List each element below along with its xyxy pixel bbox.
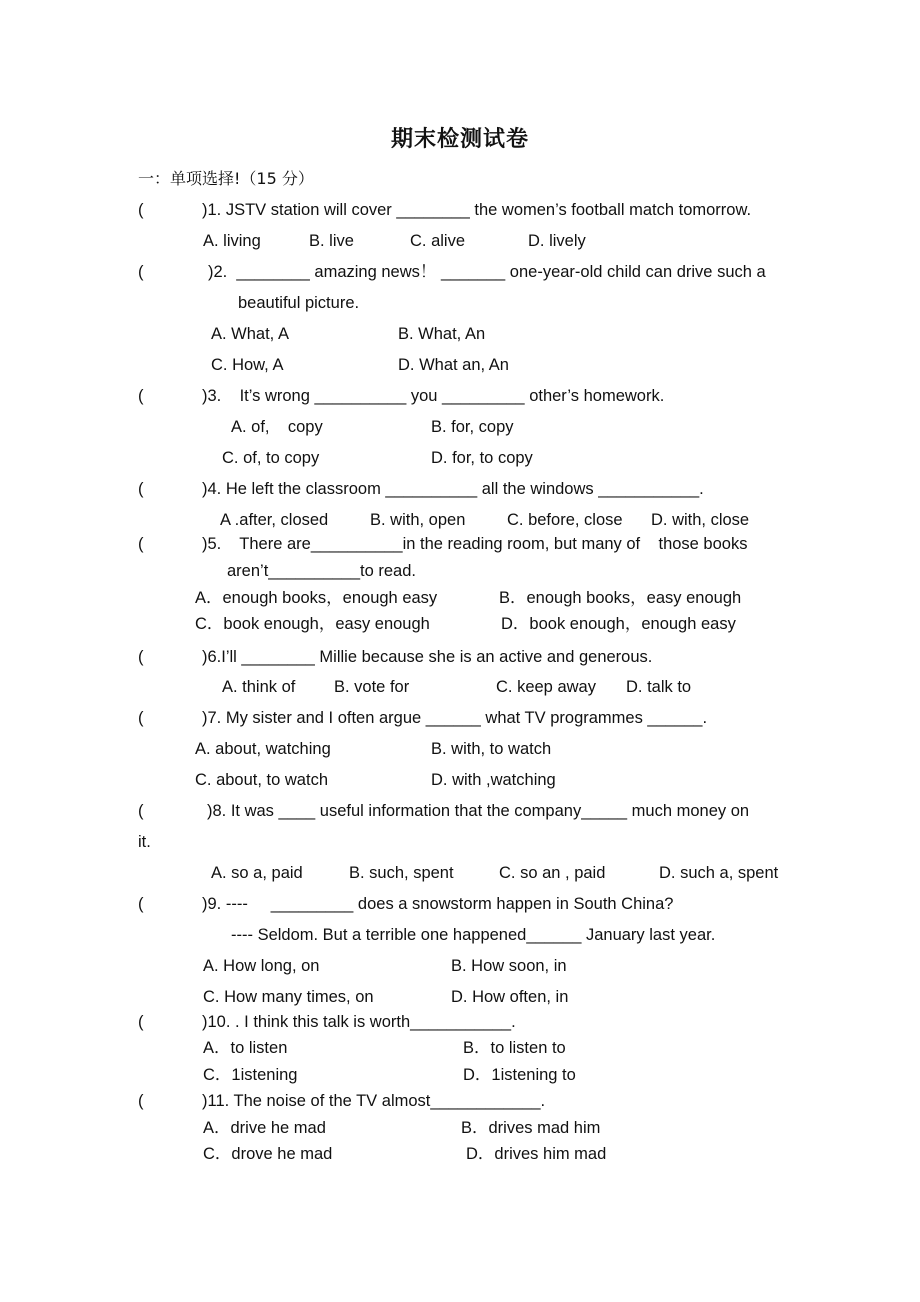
option: B. with, to watch [431, 740, 552, 758]
answer-paren: ( [138, 480, 144, 498]
option: A. about, watching [195, 740, 331, 758]
answer-paren: ( [138, 1013, 144, 1031]
answer-paren: ( [138, 648, 144, 666]
answer-paren: ( [138, 263, 144, 281]
option: B. What, An [398, 325, 486, 343]
option: D. with ,watching [431, 771, 556, 789]
answer-paren: ( [138, 802, 144, 820]
option: A．drive he mad [203, 1119, 326, 1137]
question-stem-cont: aren’t__________to read. [227, 562, 416, 580]
option: B. with, open [370, 511, 466, 529]
question-stem: )1. JSTV station will cover ________ the women’s football match tomorrow. [202, 201, 752, 219]
option: B. live [309, 232, 354, 250]
question-stem-cont: it. [138, 833, 151, 851]
option: D. lively [528, 232, 586, 250]
option: C. of, to copy [222, 449, 320, 467]
option: A. What, A [211, 325, 289, 343]
answer-paren: ( [138, 895, 144, 913]
option: C．book enough，easy enough [195, 615, 430, 633]
question-stem-cont: beautiful picture. [238, 294, 360, 312]
question-stem-cont: ---- Seldom. But a terrible one happened______ January last year. [231, 926, 716, 944]
option: D. with, close [651, 511, 750, 529]
option: B. vote for [334, 678, 410, 696]
option: D．1istening to [463, 1066, 576, 1084]
option: B. such, spent [349, 864, 454, 882]
page-title: 期末检测试卷 [390, 127, 529, 152]
option: B．drives mad him [461, 1119, 601, 1137]
option: B．enough books，easy enough [499, 589, 742, 607]
option: A．to listen [203, 1039, 288, 1057]
answer-paren: ( [138, 1092, 144, 1110]
option: C. How, A [211, 356, 284, 374]
question-stem: )10. . I think this talk is worth___________. [202, 1013, 516, 1031]
answer-paren: ( [138, 387, 144, 405]
option: C．1istening [203, 1066, 298, 1084]
option: D. for, to copy [431, 449, 533, 467]
answer-paren: ( [138, 201, 144, 219]
section-heading: 一：单项选择!（15 分） [138, 169, 314, 188]
option: D. What an, An [398, 356, 509, 374]
question-stem: )6.I’ll ________ Millie because she is an active and generous. [202, 648, 653, 666]
option: A. of, copy [231, 418, 323, 436]
question-stem: )7. My sister and I often argue ______ what TV programmes ______. [202, 709, 708, 727]
option: D. talk to [626, 678, 692, 696]
option: A. think of [222, 678, 296, 696]
option: A. living [203, 232, 261, 250]
question-stem: )9. ---- _________ does a snowstorm happen in South China? [202, 895, 674, 913]
option: D．book enough，enough easy [501, 615, 736, 633]
question-stem: )11. The noise of the TV almost____________. [202, 1092, 546, 1110]
option: C. alive [410, 232, 466, 250]
option: D. such a, spent [659, 864, 779, 882]
option: C. keep away [496, 678, 596, 696]
answer-paren: ( [138, 535, 144, 553]
question-stem: )3. It’s wrong __________ you _________ other’s homework. [202, 387, 665, 405]
option: C. about, to watch [195, 771, 328, 789]
option: B. for, copy [431, 418, 514, 436]
option: D．drives him mad [466, 1145, 607, 1163]
option: D. How often, in [451, 988, 569, 1006]
question-stem: )4. He left the classroom __________ all the windows ___________. [202, 480, 704, 498]
option: A .after, closed [220, 511, 329, 529]
option: A. so a, paid [211, 864, 303, 882]
option: C．drove he mad [203, 1145, 333, 1163]
option: C. How many times, on [203, 988, 374, 1006]
option: A．enough books，enough easy [195, 589, 438, 607]
option: C. so an , paid [499, 864, 606, 882]
question-stem: )8. It was ____ useful information that the company_____ much money on [207, 802, 750, 820]
question-stem: )2. ________ amazing news！ _______ one-year-old child can drive such a [208, 263, 766, 281]
option: A. How long, on [203, 957, 320, 975]
option: B. How soon, in [451, 957, 567, 975]
answer-paren: ( [138, 709, 144, 727]
question-stem: )5. There are__________in the reading room, but many of those books [202, 535, 748, 553]
option: B．to listen to [463, 1039, 566, 1057]
option: C. before, close [507, 511, 623, 529]
